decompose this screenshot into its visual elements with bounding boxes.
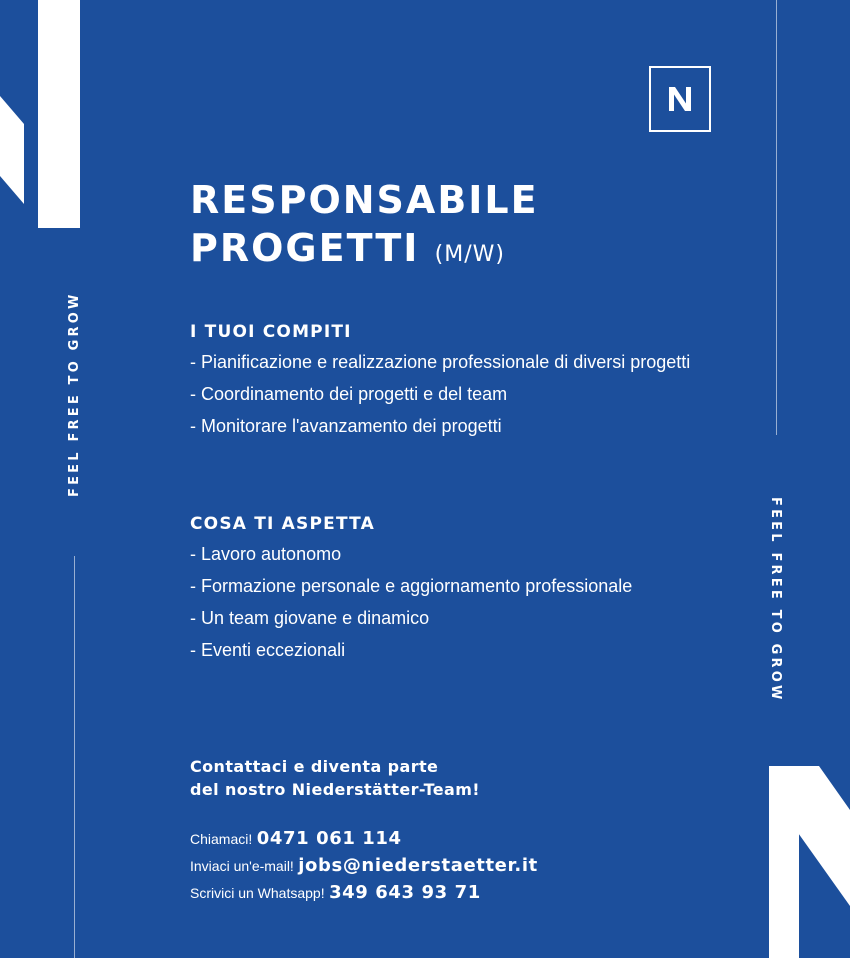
left-stripe-decoration	[0, 0, 82, 230]
contact-headline-line2: del nostro Niederstätter-Team!	[190, 780, 480, 799]
list-item: - Lavoro autonomo	[190, 544, 342, 564]
tagline-left: FEEL FREE TO GROW	[67, 291, 82, 497]
contact-headline-line1: Contattaci e diventa parte	[190, 757, 439, 776]
phone-number-link[interactable]: 0471 061 114	[256, 828, 402, 849]
email-link[interactable]: jobs@niederstaetter.it	[298, 855, 538, 876]
job-title-line2	[190, 224, 539, 279]
whatsapp-row	[190, 880, 538, 907]
contact-details	[190, 826, 538, 907]
tasks-list	[190, 346, 710, 442]
contact-headline	[190, 755, 480, 801]
whatsapp-number-link[interactable]: 349 643 93 71	[329, 882, 481, 903]
job-title-line1: RESPONSABILE	[190, 178, 539, 222]
brand-logo	[649, 66, 711, 132]
n-logo-icon	[665, 84, 695, 114]
list-item: - Pianificazione e realizzazione professionale di diversi progetti	[190, 352, 691, 372]
right-divider-line	[776, 0, 777, 435]
offer-section	[190, 512, 750, 666]
tagline-right: FEEL FREE TO GROW	[768, 497, 783, 703]
phone-row	[190, 826, 538, 853]
list-item: - Monitorare l'avanzamento dei progetti	[190, 416, 502, 436]
email-row	[190, 853, 538, 880]
phone-label: Chiamaci!	[190, 831, 253, 847]
left-divider-line	[74, 556, 75, 958]
job-title	[190, 176, 539, 279]
offer-heading: COSA TI ASPETTA	[190, 514, 375, 534]
list-item: - Eventi eccezionali	[190, 640, 346, 660]
tasks-section	[190, 320, 710, 442]
email-label: Inviaci un'e-mail!	[190, 858, 294, 874]
list-item: - Coordinamento dei progetti e del team	[190, 384, 508, 404]
offer-list	[190, 538, 750, 666]
list-item: - Formazione personale e aggiornamento professionale	[190, 576, 633, 596]
list-item: - Un team giovane e dinamico	[190, 608, 430, 628]
whatsapp-label: Scrivici un Whatsapp!	[190, 885, 325, 901]
job-title-suffix: (M/W)	[434, 242, 505, 267]
job-title-line2-text: PROGETTI	[190, 226, 420, 270]
tasks-heading: I TUOI COMPITI	[190, 322, 352, 342]
right-stripe-decoration	[769, 766, 850, 958]
